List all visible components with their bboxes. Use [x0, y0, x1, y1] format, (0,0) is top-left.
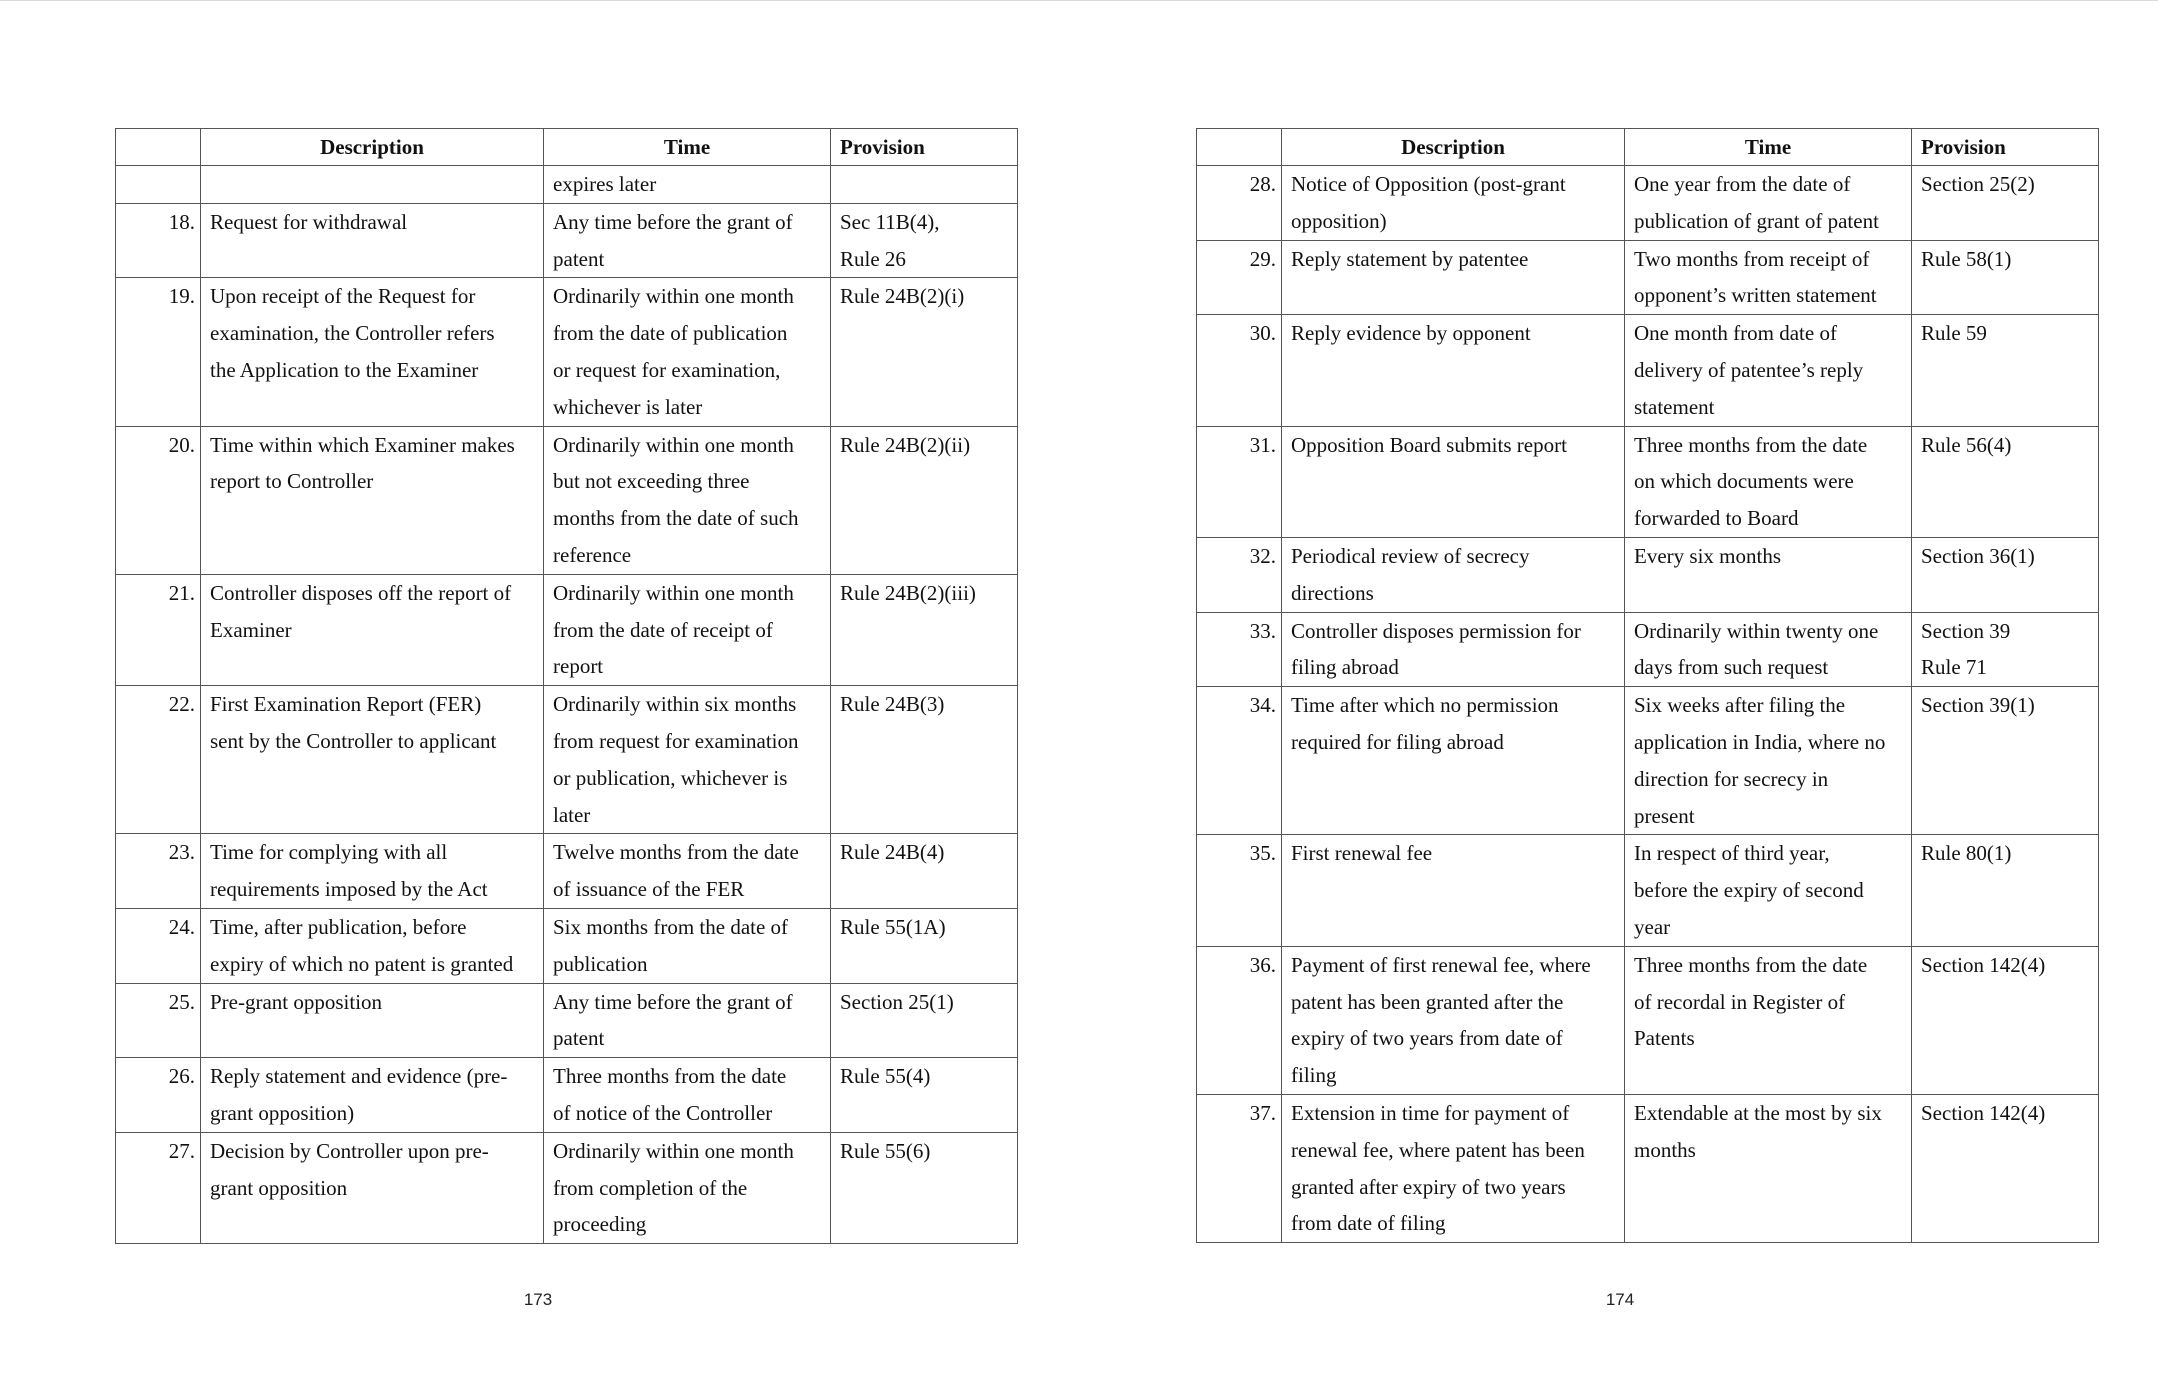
row-provision: Rule 24B(4): [831, 834, 1018, 909]
table-row: [1197, 166, 2099, 241]
table-row: [1197, 426, 2099, 537]
row-number: 33.: [1197, 612, 1282, 687]
row-provision: Rule 24B(2)(ii): [831, 426, 1018, 574]
row-time: Three months from the date on which documents were forwarded to Board: [1625, 426, 1912, 537]
row-number: 21.: [116, 574, 201, 685]
table-row: [116, 983, 1018, 1058]
header-time: Time: [1625, 129, 1912, 166]
row-number: 23.: [116, 834, 201, 909]
row-number: [116, 166, 201, 204]
table-header-row: [1197, 129, 2099, 166]
row-number: 32.: [1197, 537, 1282, 612]
top-border: [0, 0, 2158, 1]
row-number: 35.: [1197, 835, 1282, 946]
row-description: Controller disposes permission for filing abroad: [1282, 612, 1625, 687]
table-row: [116, 1058, 1018, 1133]
row-number: 29.: [1197, 240, 1282, 315]
timeline-table-left: [115, 128, 1018, 1244]
row-time: Six weeks after filing the application in India, where no direction for secrecy in present: [1625, 687, 1912, 835]
table-row: [116, 908, 1018, 983]
table-row: [1197, 687, 2099, 835]
row-description: Time for complying with all requirements imposed by the Act: [201, 834, 544, 909]
page-number-right: 174: [1605, 1290, 1635, 1309]
row-time: Three months from the date of recordal in Register of Patents: [1625, 946, 1912, 1094]
timeline-table-right: [1196, 128, 2099, 1243]
row-description: First renewal fee: [1282, 835, 1625, 946]
row-number: 34.: [1197, 687, 1282, 835]
table-row: [1197, 315, 2099, 426]
row-number: 31.: [1197, 426, 1282, 537]
row-time: Three months from the date of notice of the Controller: [544, 1058, 831, 1133]
row-provision: Rule 24B(2)(i): [831, 278, 1018, 426]
row-time: One month from date of delivery of patentee’s reply statement: [1625, 315, 1912, 426]
row-time: Any time before the grant of patent: [544, 203, 831, 278]
row-provision: Section 39(1): [1912, 687, 2099, 835]
row-description: First Examination Report (FER) sent by the Controller to applicant: [201, 686, 544, 834]
row-description: Time, after publication, before expiry of which no patent is granted: [201, 908, 544, 983]
header-description: Description: [201, 129, 544, 166]
row-provision: Rule 56(4): [1912, 426, 2099, 537]
header-number: [1197, 129, 1282, 166]
table-row: [1197, 537, 2099, 612]
row-time: Ordinarily within one month but not exceeding three months from the date of such reference: [544, 426, 831, 574]
table-row: [1197, 612, 2099, 687]
row-time: expires later: [544, 166, 831, 204]
row-description: Time after which no permission required for filing abroad: [1282, 687, 1625, 835]
table-row: [116, 426, 1018, 574]
row-provision: Rule 58(1): [1912, 240, 2099, 315]
table-body-right: [1197, 166, 2099, 1243]
row-provision: [831, 166, 1018, 204]
page-number-left: 173: [523, 1290, 553, 1309]
row-description: Request for withdrawal: [201, 203, 544, 278]
row-provision: Section 25(1): [831, 983, 1018, 1058]
row-number: 37.: [1197, 1094, 1282, 1242]
table-row: [1197, 1094, 2099, 1242]
header-number: [116, 129, 201, 166]
row-provision: Rule 80(1): [1912, 835, 2099, 946]
row-number: 24.: [116, 908, 201, 983]
row-description: Notice of Opposition (post-grant opposition): [1282, 166, 1625, 241]
table-row: [1197, 946, 2099, 1094]
row-provision: Section 36(1): [1912, 537, 2099, 612]
row-description: Controller disposes off the report of Examiner: [201, 574, 544, 685]
row-time: Ordinarily within one month from the date of receipt of report: [544, 574, 831, 685]
row-time: In respect of third year, before the expiry of second year: [1625, 835, 1912, 946]
table-header-row: [116, 129, 1018, 166]
row-provision: Section 142(4): [1912, 946, 2099, 1094]
row-time: Two months from receipt of opponent’s written statement: [1625, 240, 1912, 315]
row-provision: Rule 55(6): [831, 1132, 1018, 1243]
row-description: Decision by Controller upon pre- grant opposition: [201, 1132, 544, 1243]
row-provision: Section 142(4): [1912, 1094, 2099, 1242]
row-description: Upon receipt of the Request for examination, the Controller refers the Application to the Examiner: [201, 278, 544, 426]
row-time: Six months from the date of publication: [544, 908, 831, 983]
row-time: Ordinarily within twenty one days from such request: [1625, 612, 1912, 687]
row-time: Any time before the grant of patent: [544, 983, 831, 1058]
header-time: Time: [544, 129, 831, 166]
row-number: 22.: [116, 686, 201, 834]
row-description: Extension in time for payment of renewal fee, where patent has been granted after expiry of two years from date of filing: [1282, 1094, 1625, 1242]
row-description: Reply evidence by opponent: [1282, 315, 1625, 426]
table-body-left: [116, 166, 1018, 1244]
table-row: [1197, 835, 2099, 946]
row-number: 20.: [116, 426, 201, 574]
table-row: [116, 574, 1018, 685]
row-description: Pre-grant opposition: [201, 983, 544, 1058]
row-provision: Rule 59: [1912, 315, 2099, 426]
table-row: [116, 834, 1018, 909]
row-description: [201, 166, 544, 204]
row-provision: Sec 11B(4), Rule 26: [831, 203, 1018, 278]
row-provision: Rule 55(4): [831, 1058, 1018, 1133]
row-provision: Section 25(2): [1912, 166, 2099, 241]
row-description: Periodical review of secrecy directions: [1282, 537, 1625, 612]
row-time: Twelve months from the date of issuance of the FER: [544, 834, 831, 909]
table-row: [116, 166, 1018, 204]
row-number: 28.: [1197, 166, 1282, 241]
row-description: Opposition Board submits report: [1282, 426, 1625, 537]
row-time: Every six months: [1625, 537, 1912, 612]
row-time: Extendable at the most by six months: [1625, 1094, 1912, 1242]
row-number: 30.: [1197, 315, 1282, 426]
row-provision: Rule 24B(2)(iii): [831, 574, 1018, 685]
header-description: Description: [1282, 129, 1625, 166]
table-row: [116, 1132, 1018, 1243]
row-number: 18.: [116, 203, 201, 278]
row-time: Ordinarily within six months from request for examination or publication, whichever is later: [544, 686, 831, 834]
header-provision: Provision: [831, 129, 1018, 166]
table-row: [116, 686, 1018, 834]
table-row: [116, 203, 1018, 278]
row-number: 25.: [116, 983, 201, 1058]
row-description: Reply statement by patentee: [1282, 240, 1625, 315]
row-provision: Section 39 Rule 71: [1912, 612, 2099, 687]
row-number: 26.: [116, 1058, 201, 1133]
row-number: 27.: [116, 1132, 201, 1243]
row-time: Ordinarily within one month from the date of publication or request for examination, whichever is later: [544, 278, 831, 426]
row-description: Payment of first renewal fee, where patent has been granted after the expiry of two years from date of filing: [1282, 946, 1625, 1094]
header-provision: Provision: [1912, 129, 2099, 166]
row-time: Ordinarily within one month from completion of the proceeding: [544, 1132, 831, 1243]
row-provision: Rule 55(1A): [831, 908, 1018, 983]
table-row: [116, 278, 1018, 426]
row-description: Reply statement and evidence (pre- grant opposition): [201, 1058, 544, 1133]
row-time: One year from the date of publication of grant of patent: [1625, 166, 1912, 241]
row-number: 19.: [116, 278, 201, 426]
row-provision: Rule 24B(3): [831, 686, 1018, 834]
row-description: Time within which Examiner makes report to Controller: [201, 426, 544, 574]
table-row: [1197, 240, 2099, 315]
row-number: 36.: [1197, 946, 1282, 1094]
